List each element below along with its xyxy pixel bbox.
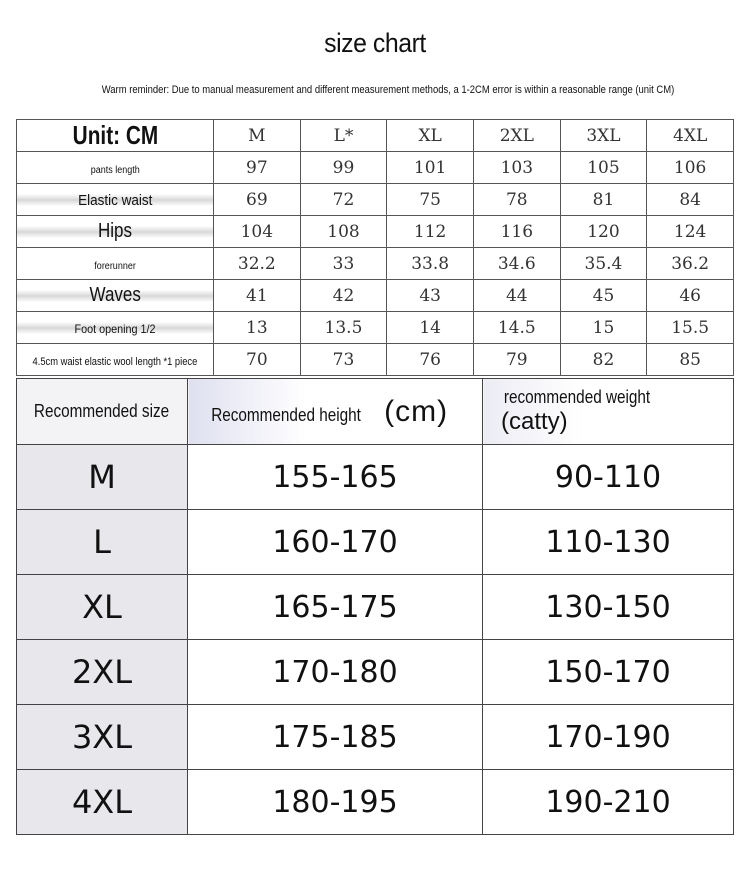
table-cell: 14 [387,312,474,344]
size-header-cell: 2XL [473,120,560,152]
size-header-cell: M [214,120,301,152]
table-cell: 70 [214,344,301,376]
table-cell: 32.2 [214,248,301,280]
weight-cell: 150-170 [483,640,734,705]
table-cell: 84 [647,184,734,216]
table-cell: 81 [560,184,647,216]
table-cell: 46 [647,280,734,312]
table-cell: 15.5 [647,312,734,344]
size-header-cell: XL [387,120,474,152]
table-cell: 79 [473,344,560,376]
table-row [17,184,734,216]
table-row [17,216,734,248]
weight-cell: 90-110 [483,445,734,510]
weight-cell: 190-210 [483,770,734,835]
size-header-cell: L* [300,120,387,152]
table-cell: 104 [214,216,301,248]
recommended-size-header: Recommended size [17,379,188,445]
warm-reminder: Warm reminder: Due to manual measurement and different measurement methods, a 1-2CM error is within a reasonable range (unit CM) [101,84,675,96]
recommended-weight-header: recommended weight(catty) [483,379,734,445]
size-header-cell: 4XL [647,120,734,152]
table-row [17,312,734,344]
table-cell: 120 [560,216,647,248]
table-row [17,575,734,640]
table-row [17,152,734,184]
table-row [17,770,734,835]
table-cell: 76 [387,344,474,376]
row-label: Waves [17,280,214,312]
row-label: Elastic waist [17,184,214,216]
size-cell: 2XL [17,640,188,705]
table-cell: 15 [560,312,647,344]
table-cell: 112 [387,216,474,248]
table-cell: 75 [387,184,474,216]
table-cell: 14.5 [473,312,560,344]
table-cell: 33 [300,248,387,280]
table-cell: 13.5 [300,312,387,344]
height-cell: 170-180 [188,640,483,705]
table-cell: 105 [560,152,647,184]
page-title: size chart [324,28,426,58]
table-cell: 34.6 [473,248,560,280]
size-cell: 4XL [17,770,188,835]
table-cell: 78 [473,184,560,216]
height-cell: 165-175 [188,575,483,640]
table-cell: 99 [300,152,387,184]
size-header-cell: 3XL [560,120,647,152]
table-cell: 106 [647,152,734,184]
table-cell: 41 [214,280,301,312]
height-cell: 175-185 [188,705,483,770]
table-cell: 13 [214,312,301,344]
table-row [17,248,734,280]
height-cell: 160-170 [188,510,483,575]
row-label: 4.5cm waist elastic wool length *1 piece [17,344,214,376]
table-cell: 73 [300,344,387,376]
size-cell: XL [17,575,188,640]
table-row [17,705,734,770]
table-cell: 101 [387,152,474,184]
row-label: forerunner [17,248,214,280]
table-row [17,445,734,510]
weight-cell: 170-190 [483,705,734,770]
table-cell: 36.2 [647,248,734,280]
table-cell: 33.8 [387,248,474,280]
table-cell: 43 [387,280,474,312]
recommendation-header-row [17,379,734,445]
height-cell: 180-195 [188,770,483,835]
table-cell: 108 [300,216,387,248]
unit-label: Unit: CM [17,120,214,152]
size-cell: L [17,510,188,575]
table-row [17,640,734,705]
weight-cell: 110-130 [483,510,734,575]
table-cell: 72 [300,184,387,216]
table-cell: 116 [473,216,560,248]
size-header-row [17,120,734,152]
recommendation-table [16,378,734,835]
weight-cell: 130-150 [483,575,734,640]
row-label: pants length [17,152,214,184]
table-cell: 69 [214,184,301,216]
table-cell: 82 [560,344,647,376]
table-cell: 45 [560,280,647,312]
table-row [17,344,734,376]
table-cell: 124 [647,216,734,248]
recommended-height-header: Recommended height (cm) [188,379,483,445]
size-cell: M [17,445,188,510]
table-row [17,280,734,312]
table-cell: 103 [473,152,560,184]
table-cell: 35.4 [560,248,647,280]
height-cell: 155-165 [188,445,483,510]
table-cell: 42 [300,280,387,312]
size-table [16,119,734,376]
table-row [17,510,734,575]
table-cell: 85 [647,344,734,376]
row-label: Foot opening 1/2 [17,312,214,344]
table-cell: 44 [473,280,560,312]
table-cell: 97 [214,152,301,184]
size-cell: 3XL [17,705,188,770]
row-label: Hips [17,216,214,248]
